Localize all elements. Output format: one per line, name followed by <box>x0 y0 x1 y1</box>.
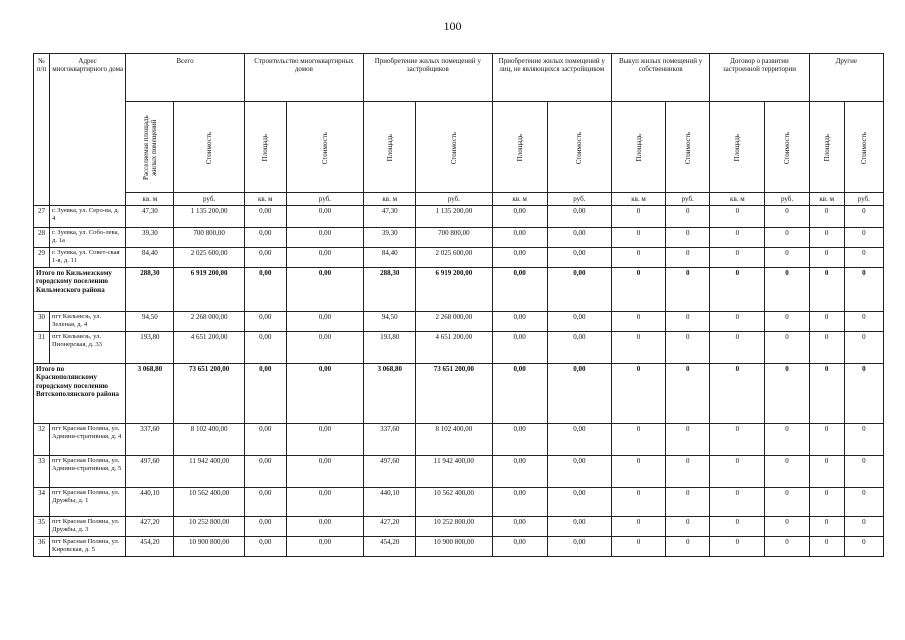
cell-cost: 0 <box>765 517 809 537</box>
row-number: 32 <box>34 424 50 456</box>
cell-area: 427,20 <box>364 517 416 537</box>
unit-rub: руб. <box>844 193 883 206</box>
cell-area: 0 <box>611 424 665 456</box>
cell-cost: 0,00 <box>547 364 611 424</box>
cell-area: 0,00 <box>492 424 547 456</box>
table-row <box>34 537 884 557</box>
cell-cost: 0 <box>844 488 883 517</box>
cell-area: 0,00 <box>244 488 286 517</box>
cell-cost: 0 <box>844 332 883 364</box>
cell-cost: 0 <box>666 456 710 488</box>
cell-area: 0,00 <box>244 268 286 312</box>
cell-cost: 0,00 <box>547 488 611 517</box>
cell-area: 0,00 <box>244 424 286 456</box>
subheader-cost: Стоимость <box>666 102 710 193</box>
cell-area: 337,60 <box>364 424 416 456</box>
cell-area: 0 <box>611 228 665 248</box>
table-row <box>34 332 884 364</box>
cell-cost: 0 <box>765 268 809 312</box>
cell-cost: 10 900 800,00 <box>416 537 492 557</box>
cell-cost: 0 <box>765 537 809 557</box>
cell-cost: 700 800,00 <box>174 228 244 248</box>
cell-cost: 0,00 <box>286 488 363 517</box>
row-number: 33 <box>34 456 50 488</box>
cell-cost: 0 <box>765 424 809 456</box>
cell-area: 0 <box>611 248 665 268</box>
cell-area: 0 <box>809 456 844 488</box>
cell-area: 0 <box>809 488 844 517</box>
cell-area: 0 <box>710 248 765 268</box>
cell-area: 0,00 <box>492 537 547 557</box>
cell-area: 0,00 <box>244 456 286 488</box>
cell-area: 0,00 <box>244 364 286 424</box>
subheader-cost: Стоимость <box>765 102 809 193</box>
unit-area: кв. м <box>244 193 286 206</box>
row-number: 27 <box>34 206 50 228</box>
header-group-developers: Приобретение жилых помещений у застройщиков <box>364 54 492 102</box>
subheader-area: Площадь <box>611 102 665 193</box>
cell-area: 0 <box>809 517 844 537</box>
cell-area: 0,00 <box>492 517 547 537</box>
cell-area: 0,00 <box>492 228 547 248</box>
cell-cost: 0 <box>844 248 883 268</box>
subheader-area: Площадь <box>364 102 416 193</box>
cell-area: 0,00 <box>492 332 547 364</box>
cell-cost: 6 919 200,00 <box>416 268 492 312</box>
cell-area: 0,00 <box>492 312 547 332</box>
row-number: 35 <box>34 517 50 537</box>
row-address: пгт Красная Поляна, ул. Кировская, д. 5 <box>50 537 126 557</box>
cell-cost: 0 <box>666 488 710 517</box>
table-row <box>34 206 884 228</box>
unit-area: кв. м <box>809 193 844 206</box>
cell-area: 0 <box>710 364 765 424</box>
cell-cost: 0 <box>666 206 710 228</box>
cell-area: 0 <box>710 206 765 228</box>
cell-area: 0,00 <box>492 248 547 268</box>
cell-area: 0 <box>809 268 844 312</box>
subheader-area: Площадь <box>244 102 286 193</box>
cell-area: 0,00 <box>244 228 286 248</box>
cell-cost: 700 800,00 <box>416 228 492 248</box>
cell-cost: 0 <box>844 268 883 312</box>
row-address: г. Зуевка, ул. Совет-ская 1-я, д. 11 <box>50 248 126 268</box>
subheader-cost: Стоимость <box>416 102 492 193</box>
cell-area: 0 <box>611 332 665 364</box>
cell-area: 94,50 <box>364 312 416 332</box>
cell-area: 47,30 <box>364 206 416 228</box>
cell-area: 337,60 <box>126 424 174 456</box>
cell-area: 0,00 <box>244 312 286 332</box>
cell-cost: 0,00 <box>547 206 611 228</box>
cell-cost: 0 <box>666 537 710 557</box>
cell-area: 0 <box>611 517 665 537</box>
unit-area: кв. м <box>364 193 416 206</box>
cell-cost: 0,00 <box>547 332 611 364</box>
cell-area: 0,00 <box>244 332 286 364</box>
subheader-cost: Стоимость <box>547 102 611 193</box>
cell-area: 440,10 <box>126 488 174 517</box>
cell-cost: 0,00 <box>286 312 363 332</box>
page-number: 100 <box>443 19 462 33</box>
cell-cost: 0 <box>666 424 710 456</box>
cell-cost: 0 <box>666 332 710 364</box>
cell-cost: 1 135 200,00 <box>174 206 244 228</box>
cell-area: 0 <box>611 312 665 332</box>
cell-area: 0 <box>611 488 665 517</box>
cell-area: 0,00 <box>244 248 286 268</box>
cell-cost: 0 <box>844 206 883 228</box>
subheader-area: Площадь <box>809 102 844 193</box>
cell-area: 0 <box>710 517 765 537</box>
cell-cost: 0 <box>844 312 883 332</box>
cell-cost: 0 <box>765 312 809 332</box>
header-group-territory: Договор о развитии застроенной территории <box>710 54 809 102</box>
cell-cost: 0,00 <box>286 364 363 424</box>
cell-cost: 0,00 <box>286 332 363 364</box>
cell-area: 454,20 <box>126 537 174 557</box>
cell-cost: 11 942 400,00 <box>416 456 492 488</box>
table-row <box>34 424 884 456</box>
cell-area: 193,80 <box>126 332 174 364</box>
cell-cost: 4 651 200,00 <box>174 332 244 364</box>
cell-cost: 0,00 <box>547 517 611 537</box>
unit-rub: руб. <box>286 193 363 206</box>
cell-area: 0 <box>710 268 765 312</box>
cell-cost: 0,00 <box>547 456 611 488</box>
cell-cost: 0,00 <box>286 456 363 488</box>
cell-cost: 73 651 200,00 <box>416 364 492 424</box>
cell-area: 94,50 <box>126 312 174 332</box>
cell-area: 288,30 <box>126 268 174 312</box>
cell-cost: 8 102 400,00 <box>416 424 492 456</box>
cell-cost: 0,00 <box>547 537 611 557</box>
subheader-area: Площадь <box>710 102 765 193</box>
cell-cost: 11 942 400,00 <box>174 456 244 488</box>
cell-cost: 10 252 800,00 <box>174 517 244 537</box>
unit-area: кв. м <box>126 193 174 206</box>
cell-area: 0 <box>710 456 765 488</box>
cell-area: 0,00 <box>492 364 547 424</box>
row-number: 36 <box>34 537 50 557</box>
header-address: Адрес многоквартирного дома <box>50 54 126 206</box>
cell-cost: 10 252 800,00 <box>416 517 492 537</box>
cell-area: 497,60 <box>126 456 174 488</box>
subheader-cost: Стоимость <box>286 102 363 193</box>
cell-area: 0,00 <box>244 206 286 228</box>
row-address: пгт Кильмезь, ул. Зеленая, д. 4 <box>50 312 126 332</box>
unit-area: кв. м <box>710 193 765 206</box>
cell-cost: 2 025 600,00 <box>174 248 244 268</box>
table-row <box>34 228 884 248</box>
cell-cost: 73 651 200,00 <box>174 364 244 424</box>
subheader-cost: Стоимость <box>174 102 244 193</box>
cell-cost: 0,00 <box>286 537 363 557</box>
cell-cost: 10 562 400,00 <box>416 488 492 517</box>
cell-cost: 0 <box>666 228 710 248</box>
cell-area: 0 <box>809 228 844 248</box>
cell-cost: 0,00 <box>547 312 611 332</box>
unit-rub: руб. <box>174 193 244 206</box>
cell-area: 0 <box>809 248 844 268</box>
cell-area: 0 <box>710 537 765 557</box>
cell-cost: 1 135 200,00 <box>416 206 492 228</box>
cell-cost: 2 268 000,00 <box>416 312 492 332</box>
subtotal-row <box>34 268 884 312</box>
cell-area: 0 <box>611 206 665 228</box>
row-address: г. Зуевка, ул. Собо-лева, д. 1а <box>50 228 126 248</box>
header-group-other: Другие <box>809 54 883 102</box>
cell-cost: 6 919 200,00 <box>174 268 244 312</box>
cell-cost: 0 <box>666 364 710 424</box>
subtotal-label: Итого по Краснополянскому городскому поселению Вятскополянского района <box>34 364 126 424</box>
cell-area: 0,00 <box>244 537 286 557</box>
cell-area: 0,00 <box>492 268 547 312</box>
cell-cost: 0,00 <box>286 268 363 312</box>
cell-cost: 0 <box>765 248 809 268</box>
cell-cost: 0,00 <box>547 228 611 248</box>
cell-area: 0 <box>611 268 665 312</box>
cell-area: 0 <box>611 364 665 424</box>
cell-area: 193,80 <box>364 332 416 364</box>
unit-area: кв. м <box>492 193 547 206</box>
row-address: пгт Красная Поляна, ул. Дружбы, д. 3 <box>50 517 126 537</box>
cell-cost: 0,00 <box>286 206 363 228</box>
cell-cost: 0 <box>844 424 883 456</box>
row-address: пгт Красная Поляна, ул. Админи-стративная, д. 5 <box>50 456 126 488</box>
cell-area: 440,10 <box>364 488 416 517</box>
cell-cost: 0 <box>844 364 883 424</box>
unit-area: кв. м <box>611 193 665 206</box>
cell-area: 0 <box>611 537 665 557</box>
cell-cost: 10 562 400,00 <box>174 488 244 517</box>
cell-cost: 0 <box>666 268 710 312</box>
cell-area: 288,30 <box>364 268 416 312</box>
cell-cost: 2 025 600,00 <box>416 248 492 268</box>
cell-area: 0 <box>809 206 844 228</box>
cell-cost: 0 <box>666 248 710 268</box>
cell-area: 0,00 <box>492 206 547 228</box>
cell-cost: 0,00 <box>286 248 363 268</box>
cell-cost: 0 <box>765 488 809 517</box>
cell-area: 39,30 <box>364 228 416 248</box>
cell-area: 497,60 <box>364 456 416 488</box>
cell-cost: 0 <box>844 228 883 248</box>
cell-area: 0 <box>809 424 844 456</box>
resettlement-table <box>33 53 884 557</box>
cell-cost: 2 268 000,00 <box>174 312 244 332</box>
cell-area: 0 <box>809 332 844 364</box>
cell-area: 47,30 <box>126 206 174 228</box>
row-number: 29 <box>34 248 50 268</box>
cell-cost: 0 <box>666 312 710 332</box>
cell-area: 0 <box>710 488 765 517</box>
header-group-construction: Строительство многоквартирных домов <box>244 54 363 102</box>
subtotal-row <box>34 364 884 424</box>
cell-cost: 0,00 <box>286 228 363 248</box>
header-group-total: Всего <box>126 54 244 102</box>
cell-cost: 4 651 200,00 <box>416 332 492 364</box>
row-address: г. Зуевка, ул. Серо-ва, д. 4 <box>50 206 126 228</box>
table-row <box>34 488 884 517</box>
row-number: 31 <box>34 332 50 364</box>
table-row <box>34 312 884 332</box>
header-group-non-developers: Приобретение жилых помещений у лиц, не являющихся застройщиком <box>492 54 611 102</box>
cell-cost: 0 <box>844 517 883 537</box>
cell-cost: 0 <box>765 206 809 228</box>
cell-area: 0 <box>710 332 765 364</box>
cell-area: 0 <box>809 364 844 424</box>
cell-area: 0,00 <box>492 456 547 488</box>
subheader-area-resettled: Расселяемая площадь жилых помещений <box>126 102 174 193</box>
cell-cost: 0,00 <box>547 268 611 312</box>
subheader-area: Площадь <box>492 102 547 193</box>
row-address: пгт Кильмезь, ул. Пионерская, д. 33 <box>50 332 126 364</box>
cell-area: 0 <box>611 456 665 488</box>
cell-cost: 0 <box>844 456 883 488</box>
cell-area: 0 <box>710 312 765 332</box>
cell-area: 39,30 <box>126 228 174 248</box>
cell-cost: 0 <box>666 517 710 537</box>
header-num: № п/п <box>34 54 50 206</box>
cell-area: 454,20 <box>364 537 416 557</box>
cell-cost: 0 <box>765 332 809 364</box>
cell-cost: 0,00 <box>547 248 611 268</box>
cell-area: 3 068,80 <box>126 364 174 424</box>
cell-cost: 0,00 <box>547 424 611 456</box>
cell-area: 84,40 <box>364 248 416 268</box>
row-number: 28 <box>34 228 50 248</box>
cell-cost: 0,00 <box>286 424 363 456</box>
cell-area: 0 <box>710 228 765 248</box>
cell-area: 3 068,80 <box>364 364 416 424</box>
cell-cost: 0,00 <box>286 517 363 537</box>
subtotal-label: Итого по Кильмезскому городскому поселению Кильмезского района <box>34 268 126 312</box>
cell-cost: 10 900 800,00 <box>174 537 244 557</box>
header-group-buyout: Выкуп жилых помещений у собственников <box>611 54 709 102</box>
unit-rub: руб. <box>666 193 710 206</box>
table-row <box>34 248 884 268</box>
cell-cost: 0 <box>844 537 883 557</box>
row-number: 34 <box>34 488 50 517</box>
row-number: 30 <box>34 312 50 332</box>
row-address: пгт Красная Поляна, ул. Дружбы, д. 1 <box>50 488 126 517</box>
cell-area: 427,20 <box>126 517 174 537</box>
unit-rub: руб. <box>547 193 611 206</box>
table-row <box>34 517 884 537</box>
cell-cost: 0 <box>765 364 809 424</box>
table-row <box>34 456 884 488</box>
cell-area: 0,00 <box>492 488 547 517</box>
cell-area: 0 <box>809 537 844 557</box>
cell-cost: 0 <box>765 228 809 248</box>
unit-rub: руб. <box>765 193 809 206</box>
cell-area: 84,40 <box>126 248 174 268</box>
subheader-cost: Стоимость <box>844 102 883 193</box>
cell-cost: 0 <box>765 456 809 488</box>
cell-area: 0 <box>809 312 844 332</box>
cell-cost: 8 102 400,00 <box>174 424 244 456</box>
cell-area: 0,00 <box>244 517 286 537</box>
cell-area: 0 <box>710 424 765 456</box>
unit-rub: руб. <box>416 193 492 206</box>
row-address: пгт Красная Поляна, ул. Админи-стративная, д. 4 <box>50 424 126 456</box>
